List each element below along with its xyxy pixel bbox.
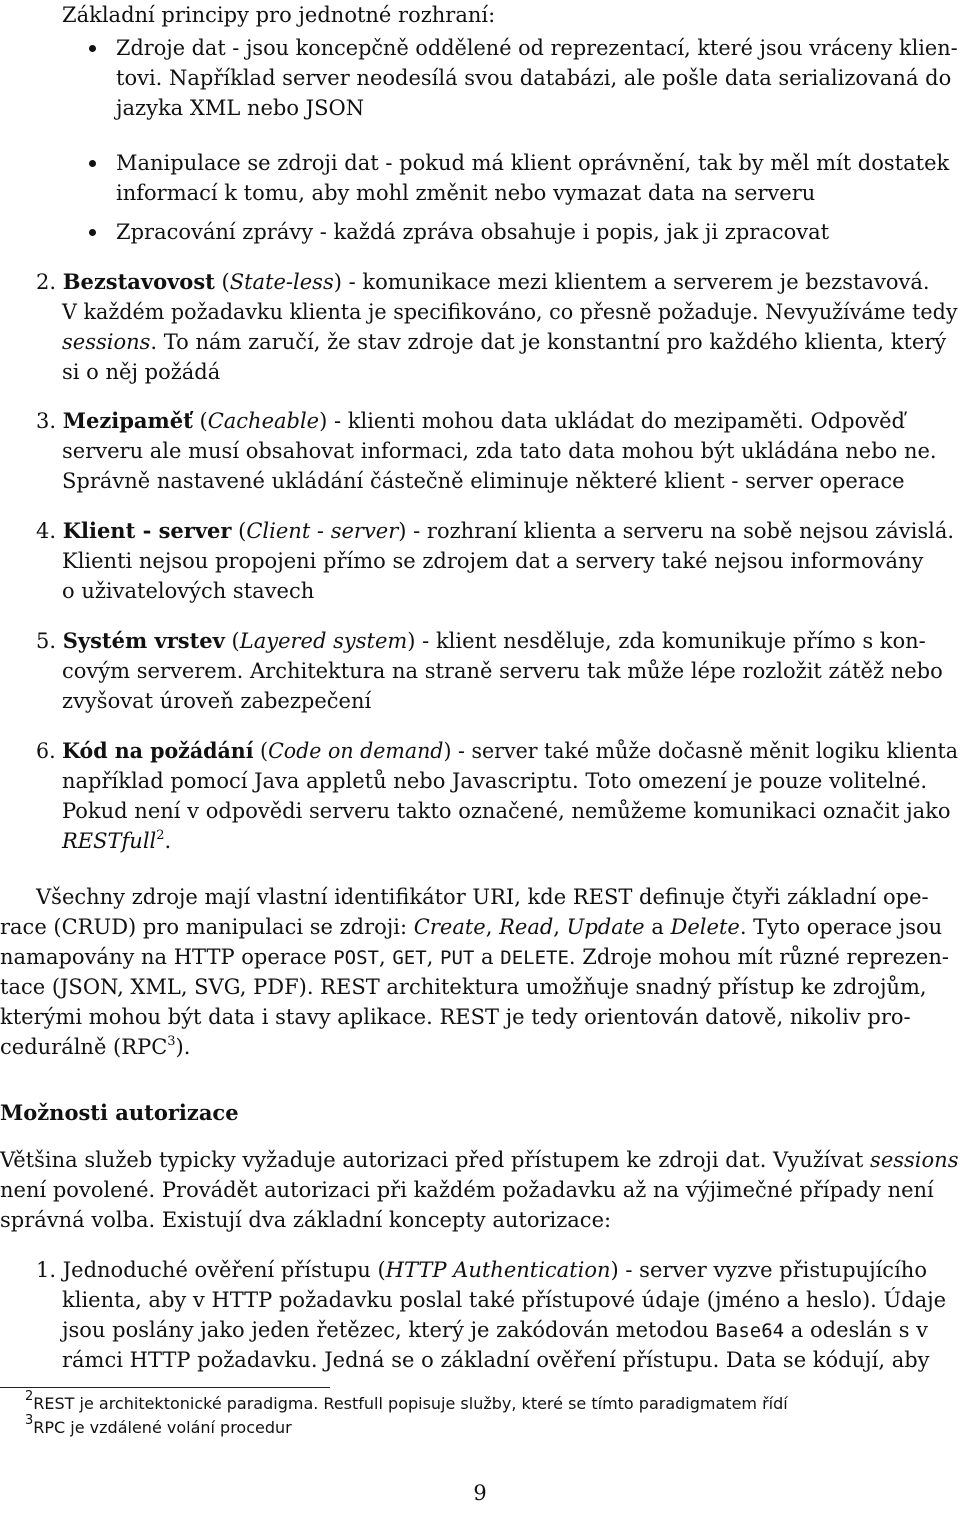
item-2-line-2: V každém požadavku klienta je specifikováno, co přesně požaduje. Nevyužíváme tedy [62, 300, 958, 324]
bullet-1-line-3: jazyka XML nebo JSON [116, 96, 365, 120]
item-2-line-4: si o něj požádá [62, 360, 221, 384]
para-text: . Tyto operace jsou [739, 915, 943, 939]
item-text: - rozhraní klienta a serveru na sobě nejsou závislá. [413, 519, 955, 543]
item-text: . To nám zaručí, že stav zdroje dat je konstantní pro každého klienta, který [150, 330, 947, 354]
item-3-line-3: Správně nastavené ukládání částečně eliminuje některé klient - server operace [62, 469, 905, 493]
auth-item-1-line-1 [36, 1255, 927, 1285]
item-3-line-2: serveru ale musí obsahovat informaci, zda tato data mohou být ukládána nebo ne. [62, 439, 937, 463]
para-text: race (CRUD) pro manipulaci se zdroji: [0, 915, 408, 939]
http-delete: DELETE [500, 947, 569, 969]
footnote-rule [0, 1387, 330, 1388]
crud-delete: Delete [670, 915, 740, 939]
http-put: PUT [440, 947, 475, 969]
item-text: - server také může dočasně měnit logiku klienta [457, 739, 959, 763]
item-number: 6. [36, 739, 56, 763]
item-text: jsou poslány jako jeden řetězec, který je zakódován metodou [62, 1318, 709, 1342]
footnote-text: RPC je vzdálené volání procedur [33, 1418, 292, 1437]
footnote-number: 2 [25, 1389, 34, 1404]
item-title-en: Layered system [239, 629, 408, 653]
item-text: ) - server vyzve přistupujícího [610, 1258, 927, 1282]
footnote-text: REST je architektonické paradigma. Restfull popisuje služby, které se tímto paradigmatem řídí [33, 1394, 788, 1413]
sessions-term: sessions [62, 330, 151, 354]
crud-update: Update [566, 915, 645, 939]
base64-term: Base64 [715, 1320, 785, 1342]
item-title-en: Code on demand [268, 739, 444, 763]
item-2-line-3 [62, 327, 946, 357]
crud-create: Create [413, 915, 486, 939]
http-post: POST [333, 947, 379, 969]
item-3-line-1: 3. Mezipaměť (Cacheable) - klienti mohou data ukládat do mezipaměti. Odpověď [36, 408, 905, 433]
item-text: - klient nesděluje, zda komunikuje přímo s kon- [422, 629, 926, 653]
restfull-term: RESTfull [62, 829, 157, 853]
item-title: Bezstavovost [62, 269, 215, 294]
item-text: - komunikace mezi klientem a serverem je bezstavová. [348, 270, 930, 294]
para-1-line-1: Všechny zdroje mají vlastní identifikátor URI, kde REST definuje čtyři základní ope- [36, 885, 929, 909]
item-number: 5. [36, 629, 57, 653]
item-title-en: State-less [229, 270, 334, 294]
sessions-term: sessions [870, 1148, 959, 1172]
bullet-2-line-1: Manipulace se zdroji dat - pokud má klient oprávnění, tak by měl mít dostatek [116, 151, 950, 175]
para-1-line-6 [0, 1032, 190, 1062]
para-1-line-2: race (CRUD) pro manipulaci se zdroji: Create, Read, Update a Delete. Tyto operace jsou [0, 915, 943, 939]
bullet-icon [89, 229, 96, 236]
item-title: Klient - server [62, 518, 232, 543]
item-6-line-1: 6. Kód na požádání (Code on demand) - server také může dočasně měnit logiku klienta [36, 738, 959, 763]
item-6-line-3: Pokud není v odpovědi serveru takto označené, nemůžeme komunikaci označit jako [62, 799, 951, 823]
item-6-line-2: například pomocí Java appletů nebo Javascriptu. Toto omezení je pouze volitelné. [62, 769, 928, 793]
item-text: . [164, 829, 172, 853]
crud-read: Read [499, 915, 554, 939]
para-text: a [481, 945, 494, 969]
item-text: Jednoduché ověření přístupu ( [62, 1258, 386, 1282]
item-title-en: Client - server [246, 519, 399, 543]
bullet-3-line-1: Zpracování zprávy - každá zpráva obsahuje i popis, jak ji zpracovat [116, 220, 830, 244]
item-2-line-1: 2. Bezstavovost (State-less) - komunikace mezi klientem a serverem je bezstavová. [36, 269, 930, 294]
item-4-line-2: Klienti nejsou propojeni přímo se zdrojem dat a servery také nejsou informovány [62, 549, 924, 573]
section-heading: Možnosti autorizace [0, 1100, 239, 1125]
footnote-ref: 2 [156, 828, 165, 843]
auth-item-1-line-2: klienta, aby v HTTP požadavku poslal také přístupové údaje (jméno a heslo). Údaje [62, 1288, 947, 1312]
item-title: Kód na požádání [62, 738, 254, 763]
http-get: GET [392, 947, 427, 969]
para-text: namapovány na HTTP operace [0, 945, 327, 969]
item-5-line-2: covým serverem. Architektura na straně serveru tak může lépe rozložit zátěž nebo [62, 659, 943, 683]
para-text: a [651, 915, 664, 939]
para-2-line-3: správná volba. Existují dva základní koncepty autorizace: [0, 1208, 612, 1232]
footnote-ref: 3 [167, 1034, 176, 1049]
para-1-line-3: namapovány na HTTP operace POST, GET, PUT a DELETE. Zdroje mohou mít různé reprezen- [0, 945, 949, 969]
item-number: 3. [36, 409, 57, 433]
item-6-line-4 [62, 826, 171, 856]
bullet-icon [89, 45, 96, 52]
bullet-1-line-1: Zdroje dat - jsou koncepčně oddělené od reprezentací, které jsou vráceny klien- [116, 36, 958, 60]
item-number: 2. [36, 270, 57, 294]
intro-text: Základní principy pro jednotné rozhraní: [62, 3, 496, 27]
item-5-line-3: zvyšovat úroveň zabezpečení [62, 689, 372, 713]
bullet-icon [89, 160, 96, 167]
auth-item-1-line-4: rámci HTTP požadavku. Jedná se o základní ověření přístupu. Data se kódují, aby [62, 1348, 930, 1372]
bullet-2-line-2: informací k tomu, aby mohl změnit nebo vymazat data na serveru [116, 181, 816, 205]
footnote-number: 3 [25, 1413, 34, 1428]
item-text: - klienti mohou data ukládat do mezipaměti. Odpověď [334, 409, 905, 433]
item-number: 4. [36, 519, 57, 543]
para-1-line-5: kterými mohou být data i stavy aplikace. REST je tedy orientován datově, nikoliv pro- [0, 1005, 911, 1029]
item-title-en: Cacheable [207, 409, 320, 433]
para-1-line-4: tace (JSON, XML, SVG, PDF). REST architektura umožňuje snadný přístup ke zdrojům, [0, 975, 927, 999]
para-text: cedurálně (RPC [0, 1035, 168, 1059]
item-title: Mezipaměť [62, 408, 193, 433]
para-2-line-1 [0, 1145, 958, 1175]
auth-item-1-line-3 [62, 1315, 928, 1346]
item-4-line-1: 4. Klient - server (Client - server) - rozhraní klienta a serveru na sobě nejsou závislá. [36, 518, 955, 543]
item-4-line-3: o uživatelových stavech [62, 579, 315, 603]
footnote-2 [25, 1389, 788, 1415]
item-text: a odeslán s v [790, 1318, 929, 1342]
item-title: Systém vrstev [62, 628, 225, 653]
item-5-line-1: 5. Systém vrstev (Layered system) - klient nesděluje, zda komunikuje přímo s kon- [36, 628, 926, 653]
page-number: 9 [473, 1481, 487, 1505]
item-title-en: HTTP Authentication [385, 1258, 611, 1282]
para-2-line-2: není povolené. Provádět autorizaci při každém požadavku až na výjimečné případy není [0, 1178, 934, 1202]
para-text: . Zdroje mohou mít různé reprezen- [568, 945, 949, 969]
bullet-1-line-2: tovi. Například server neodesílá svou databázi, ale pošle data serializovaná do [116, 66, 952, 90]
para-text: Většina služeb typicky vyžaduje autorizaci před přístupem ke zdroji dat. Využívat [0, 1148, 864, 1172]
para-text: ). [175, 1035, 191, 1059]
footnote-3 [25, 1413, 292, 1439]
item-number: 1. [36, 1258, 57, 1282]
